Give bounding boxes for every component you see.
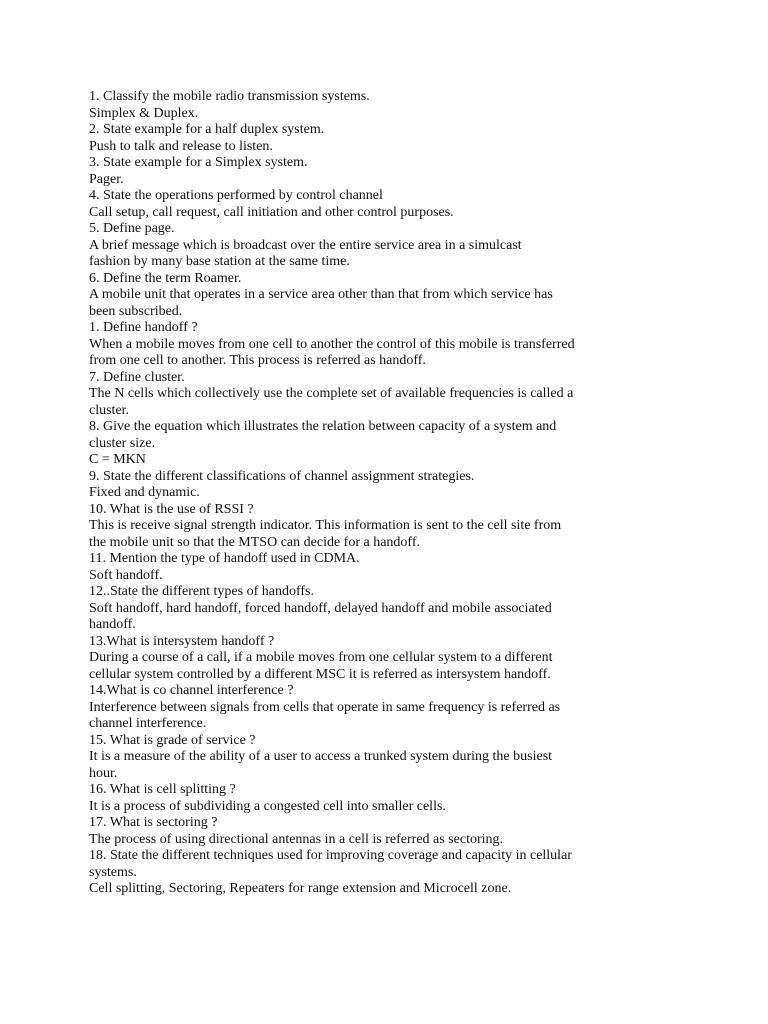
text-line: been subscribed. (89, 303, 183, 319)
text-line: Cell splitting, Sectoring, Repeaters for range extension and Microcell zone. (89, 881, 512, 896)
text-line: channel interference. (89, 716, 207, 731)
text-line: When a mobile moves from one cell to another the control of this mobile is transferred (89, 336, 575, 352)
text-line: 11. Mention the type of handoff used in CDMA. (89, 551, 360, 566)
text-line: Pager. (89, 171, 124, 187)
text-line: 15. What is grade of service ? (89, 732, 256, 748)
text-line: Soft handoff, hard handoff, forced handoff, delayed handoff and mobile associated (89, 600, 552, 616)
text-line: 12..State the different types of handoffs. (89, 584, 314, 599)
text-line: Simplex & Duplex. (89, 105, 199, 121)
text-line: Soft handoff. (89, 567, 163, 583)
text-line: Interference between signals from cells that operate in same frequency is referred as (89, 699, 561, 715)
text-line: hour. (89, 765, 118, 781)
text-line: the mobile unit so that the MTSO can decide for a handoff. (89, 534, 420, 550)
text-line: 3. State example for a Simplex system. (89, 155, 308, 170)
text-line: from one cell to another. This process is referred as handoff. (89, 353, 426, 368)
text-line: 2. State example for a half duplex system. (89, 122, 325, 137)
text-line: 14.What is co channel interference ? (89, 683, 294, 698)
text-line: This is receive signal strength indicator. This information is sent to the cell site from (89, 518, 562, 533)
text-line: 1. Define handoff ? (89, 320, 198, 335)
text-line: During a course of a call, if a mobile moves from one cellular system to a different (89, 650, 553, 665)
text-line: A brief message which is broadcast over the entire service area in a simulcast (89, 237, 522, 253)
text-line: 5. Define page. (89, 221, 175, 236)
text-line: Fixed and dynamic. (89, 485, 200, 500)
text-line: 16. What is cell splitting ? (89, 782, 236, 797)
text-line: C = MKN (89, 452, 146, 467)
document-page (89, 89, 729, 898)
text-line: It is a measure of the ability of a user to access a trunked system during the busiest (89, 749, 553, 764)
text-line: systems. (89, 864, 137, 880)
text-line: cellular system controlled by a different MSC it is referred as intersystem handoff. (89, 666, 551, 682)
text-line: 18. State the different techniques used for improving coverage and capacity in cellular (89, 848, 572, 863)
text-line: cluster. (89, 402, 130, 418)
text-line: 7. Define cluster. (89, 369, 185, 385)
text-line: 1. Classify the mobile radio transmission systems. (89, 89, 370, 104)
text-line: 13.What is intersystem handoff ? (89, 633, 275, 649)
text-line: handoff. (89, 617, 136, 632)
text-line: cluster size. (89, 435, 156, 451)
text-line: 4. State the operations performed by control channel (89, 188, 383, 203)
text-line: 9. State the different classifications of channel assignment strategies. (89, 468, 475, 484)
text-line: The process of using directional antennas in a cell is referred as sectoring. (89, 831, 504, 847)
text-line: It is a process of subdividing a congested cell into smaller cells. (89, 798, 446, 814)
text-line: Push to talk and release to listen. (89, 138, 273, 154)
text-line: 17. What is sectoring ? (89, 815, 218, 830)
text-line: A mobile unit that operates in a service area other than that from which service has (89, 287, 553, 302)
text-line: 10. What is the use of RSSI ? (89, 501, 254, 517)
text-line: 8. Give the equation which illustrates the relation between capacity of a system and (89, 419, 557, 434)
text-line: 6. Define the term Roamer. (89, 270, 242, 286)
text-line: fashion by many base station at the same time. (89, 254, 350, 269)
text-line: Call setup, call request, call initiation and other control purposes. (89, 204, 454, 220)
text-line: The N cells which collectively use the complete set of available frequencies is called a (89, 386, 574, 401)
